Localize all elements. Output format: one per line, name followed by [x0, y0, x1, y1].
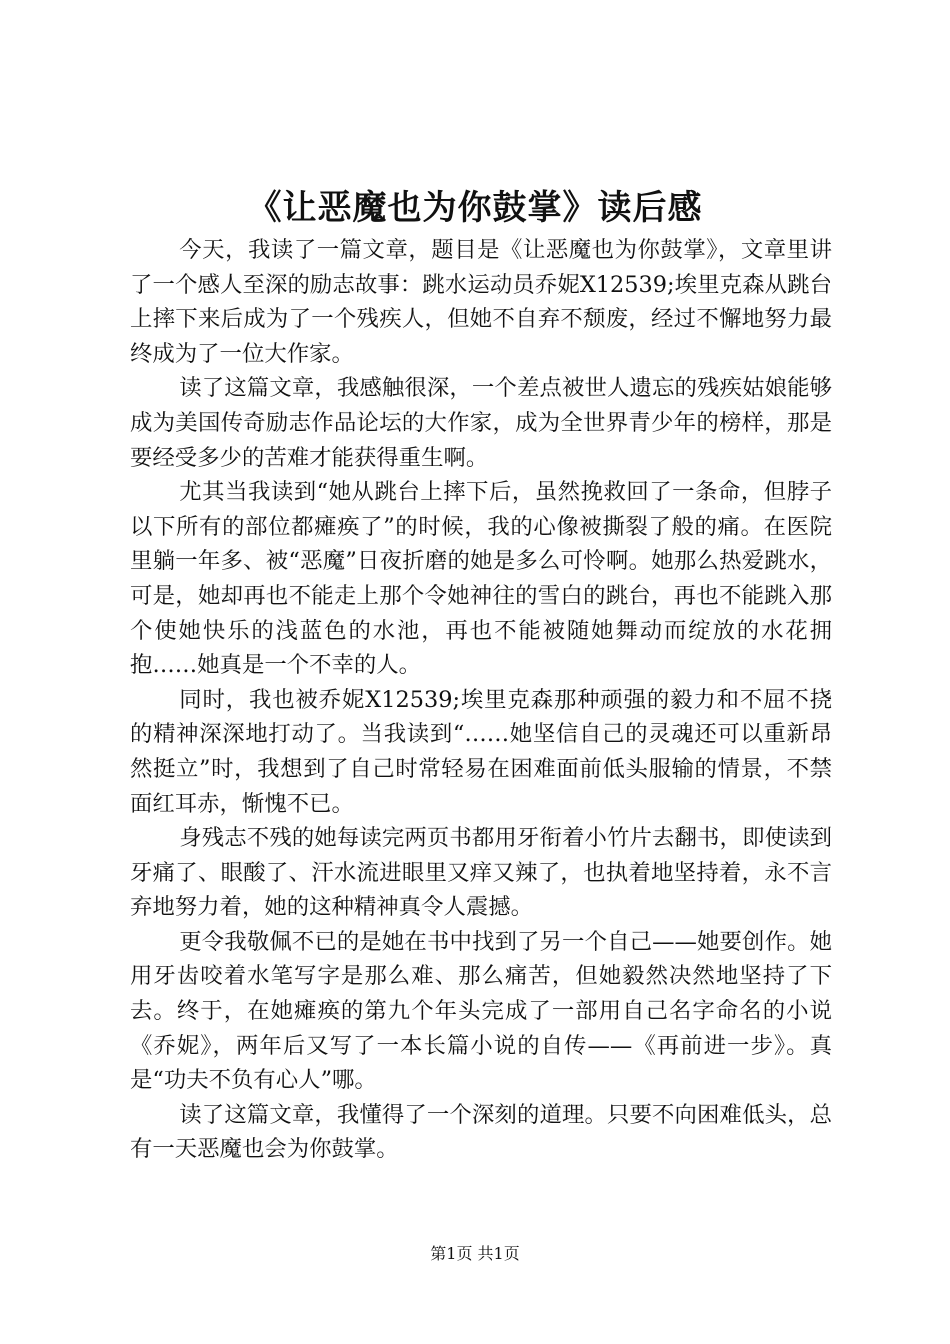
- paragraph-7: 读了这篇文章，我懂得了一个深刻的道理。只要不向困难低头，总有一天恶魔也会为你鼓掌。: [130, 1101, 832, 1163]
- article-body: [130, 233, 832, 1167]
- paragraph-3: 尤其当我读到“她从跳台上摔下后，虽然挽救回了一条命，但脖子以下所有的部位都瘫痪了”的时候，我的心像被撕裂了般的痛。在医院里躺一年多、被“恶魔”日夜折磨的她是多么可怜啊。她那么热爱跳水，可是，她却再也不能走上那个令她神往的雪白的跳台，再也不能跳入那个使她快乐的浅蓝色的水池，再也不能被随她舞动而绽放的水花拥抱……她真是一个不幸的人。: [130, 479, 832, 679]
- page-number-footer: 第1页 共1页: [430, 1244, 520, 1263]
- page-title: 《让恶魔也为你鼓掌》读后感: [247, 188, 703, 228]
- paragraph-1: 今天，我读了一篇文章，题目是《让恶魔也为你鼓掌》，文章里讲了一个感人至深的励志故事：跳水运动员乔妮X12539;埃里克森从跳台上摔下来后成为了一个残疾人，但她不自弃不颓废，经过不懈地努力最终成为了一位大作家。: [130, 237, 832, 367]
- paragraph-2: 读了这篇文章，我感触很深，一个差点被世人遗忘的残疾姑娘能够成为美国传奇励志作品论坛的大作家，成为全世界青少年的榜样，那是要经受多少的苦难才能获得重生啊。: [130, 375, 832, 471]
- paragraph-4: 同时，我也被乔妮X12539;埃里克森那种顽强的毅力和不屈不挠的精神深深地打动了。当我读到“……她坚信自己的灵魂还可以重新昂然挺立”时，我想到了自己时常轻易在困难面前低头服输的情景，不禁面红耳赤，惭愧不已。: [130, 686, 832, 817]
- paragraph-5: 身残志不残的她每读完两页书都用牙衔着小竹片去翻书，即使读到牙痛了、眼酸了、汗水流进眼里又痒又辣了，也执着地坚持着，永不言弃地努力着，她的这种精神真令人震撼。: [130, 825, 832, 921]
- paragraph-6: 更令我敬佩不已的是她在书中找到了另一个自己——她要创作。她用牙齿咬着水笔写字是那么难、那么痛苦，但她毅然决然地坚持了下去。终于，在她瘫痪的第九个年头完成了一部用自己名字命名的小说《乔妮》，两年后又写了一本长篇小说的自传——《再前进一步》。真是“功夫不负有心人”哪。: [130, 928, 832, 1094]
